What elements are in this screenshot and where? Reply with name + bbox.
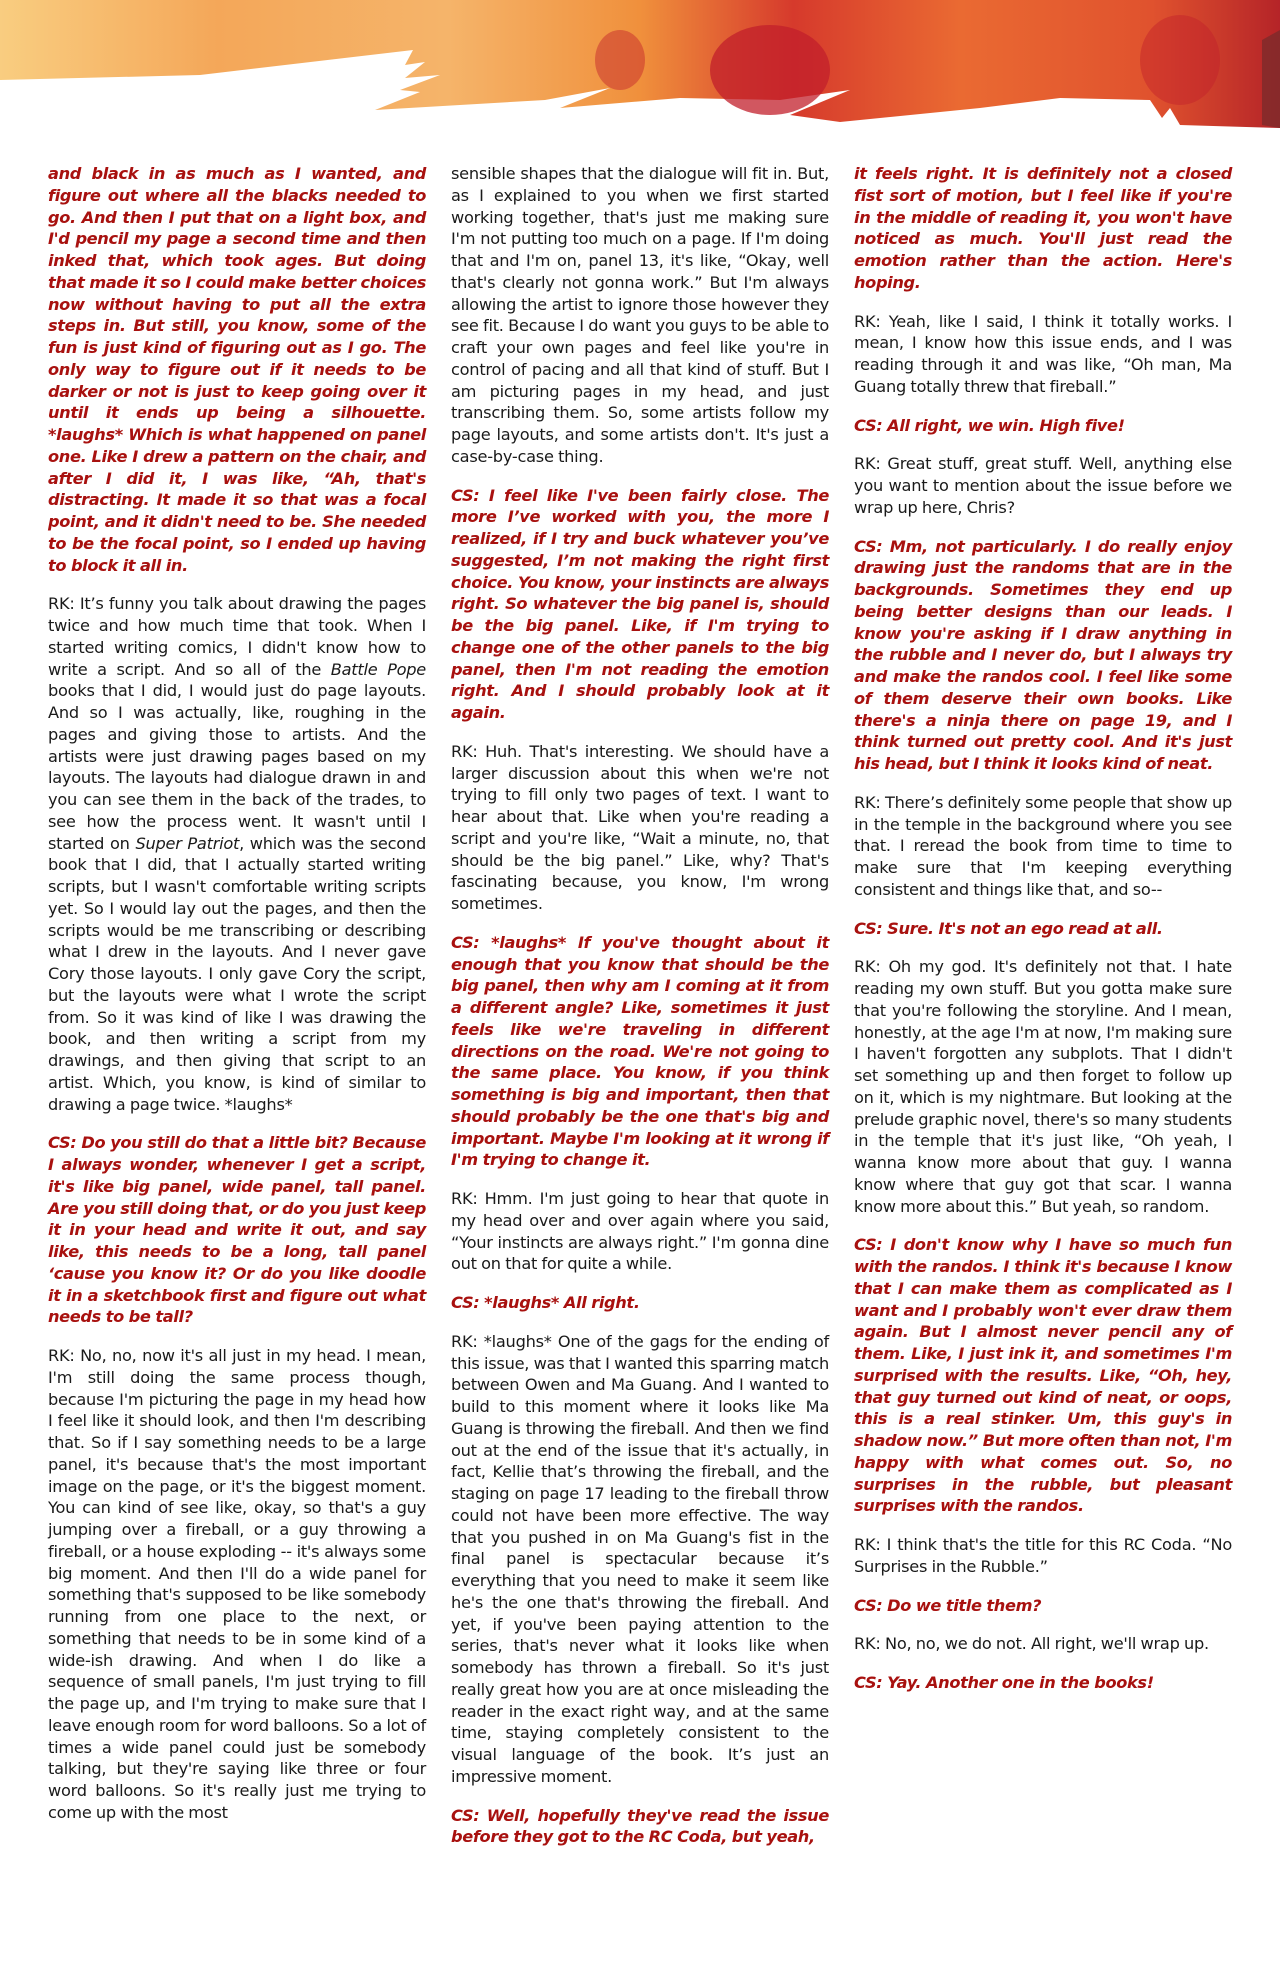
interview-answer-cs xyxy=(854,415,1232,437)
paragraph-text: CS: *laughs* If you've thought about it enough that you know that should be the big panel, then why am I coming at it from a different angle? Like, sometimes it just feels like we're traveling in different directions on the road. We're not going to the same place. You know, if you think something is big and important, then that should probably be the one that's big and important. Maybe I'm looking at it wrong if I'm trying to change it. xyxy=(451,932,829,1170)
paragraph-text: RK: Great stuff, great stuff. Well, anything else you want to mention about the issue before we wrap up here, Chris? xyxy=(854,454,1232,517)
interview-answer-cs xyxy=(451,485,829,724)
paragraph-text: CS: Well, hopefully they've read the issue before they got to the RC Coda, but yeah, xyxy=(451,1805,829,1847)
interview-question-rk xyxy=(451,1188,829,1275)
interview-question-rk xyxy=(854,311,1232,398)
paragraph-text: RK: It’s funny you talk about drawing the pages twice and how much time that took. When I started writing comics, I didn't know how to write a script. And so all of the xyxy=(48,594,426,679)
interview-answer-cs xyxy=(854,1595,1232,1617)
paragraph-text: CS: Yay. Another one in the books! xyxy=(854,1673,1154,1692)
paragraph-text: RK: Huh. That's interesting. We should have a larger discussion about this when we're not trying to fill only two pages of text. I want to hear about that. Like when you're reading a script and you're like, “Wait a minute, no, that should be the big panel.” Like, why? That's fascinating because, you know, I'm wrong sometimes. xyxy=(451,741,829,913)
paragraph-text: it feels right. It is definitely not a closed fist sort of motion, but I feel like if you're in the middle of reading it, you won't have noticed as much. You'll just read the emotion rather than the action. Here's hoping. xyxy=(854,164,1232,292)
interview-question-rk xyxy=(48,1345,426,1824)
interview-answer-cs xyxy=(48,1132,426,1328)
interview-question-rk xyxy=(451,1331,829,1788)
paragraph-text: RK: I think that's the title for this RC Coda. “No Surprises in the Rubble.” xyxy=(854,1535,1232,1576)
paragraph-text: and black in as much as I wanted, and figure out where all the blacks needed to go. And then I put that on a light box, and I'd pencil my page a second time and then inked that, which took ages. But doing that made it so I could make better choices now without having to put all the extra steps in. But still, you know, some of the fun is just kind of figuring out as I go. The only way to figure out if it needs to be darker or not is just to keep going over it until it ends up being a silhouette. *laughs* Which is what happened on panel one. Like I drew a pattern on the chair, and after I did it, I was like, “Ah, that's distracting. It made it so that was a focal point, and it didn't need to be. She needed to be the focal point, so I ended up having to block it all in. xyxy=(48,164,426,575)
paragraph-text: CS: I feel like I've been fairly close. The more I’ve worked with you, the more I realized, if I try and buck whatever you’ve suggested, I’m not making the right first choice. You know, your instincts are always right. So whatever the big panel is, should be the big panel. Like, if I'm trying to change one of the other panels to the big panel, then I'm not reading the emotion right. And I should probably look at it again. xyxy=(451,485,829,722)
book-title: Super Patriot xyxy=(135,833,240,853)
interview-question-rk xyxy=(854,1633,1232,1655)
paragraph-text: CS: All right, we win. High five! xyxy=(854,415,1125,435)
article-column-1 xyxy=(48,163,426,1841)
paragraph-text: CS: Mm, not particularly. I do really enjoy drawing just the randoms that are in the backgrounds. Sometimes they end up being better designs than our leads. I know you're asking if I draw anything in the rubble and I never do, but I always try and make the randos cool. I feel like some of them deserve their own books. Like there's a ninja there on page 19, and I think turned out pretty cool. And it's just his head, but I think it looks kind of neat. xyxy=(854,536,1232,773)
interview-question-rk xyxy=(854,453,1232,518)
paragraph-text: , which was the second book that I did, that I actually started writing scripts, but I wasn't comfortable writing scripts yet. So I would lay out the pages, and then the scripts would be me transcribing or describing what I drew in the layouts. And I never gave Cory those layouts. I only gave Cory the script, but the layouts were what I wrote the script from. So it was kind of like I was drawing the book, and then writing a script from my drawings, and then giving that script to an artist. Which, you know, is kind of similar to drawing a page twice. *laughs* xyxy=(48,833,426,1114)
interview-answer-cs xyxy=(854,536,1232,775)
paragraph-text: sensible shapes that the dialogue will fit in. But, as I explained to you when we first started working together, that's just me making sure I'm not putting too much on a page. If I'm doing that and I'm on, panel 13, it's like, “Okay, well that's clearly not gonna work.” But I'm always allowing the artist to ignore those however they see fit. Because I do want you guys to be able to craft your own pages and feel like you're in control of pacing and all that kind of stuff. But I am picturing pages in my head, and just transcribing them. So, some artists follow my page layouts, and some artists don't. It's just a case-by-case thing. xyxy=(451,164,829,466)
paragraph-text: books that I did, I would just do page layouts. And so I was actually, like, roughing in the pages and giving those to artists. And the artists were just drawing pages based on my layouts. The layouts had dialogue drawn in and you can see them in the back of the trades, to see how the process went. It wasn't until I started on xyxy=(48,681,426,853)
interview-answer-cs xyxy=(48,163,426,576)
interview-answer-cs xyxy=(854,918,1232,940)
paragraph-text: CS: *laughs* All right. xyxy=(451,1293,640,1312)
interview-answer-cs xyxy=(451,932,829,1171)
painted-header-banner xyxy=(0,0,1280,160)
paragraph-text: RK: No, no, we do not. All right, we'll wrap up. xyxy=(854,1634,1209,1654)
paragraph-text: CS: I don't know why I have so much fun with the randos. I think it's because I know that I can make them as complicated as I want and I probably won't ever draw them again. But I almost never pencil any of them. Like, I just ink it, and sometimes I'm surprised with the results. Like, “Oh, hey, that guy turned out kind of neat, or oops, this is a real stinker. Um, this guy's in shadow now.” But more often than not, I'm happy with what comes out. So, no surprises in the rubble, but pleasant surprises with the randos. xyxy=(854,1235,1232,1516)
interview-question-rk xyxy=(854,1534,1232,1578)
interview-question-rk xyxy=(451,741,829,915)
interview-question-rk xyxy=(451,163,829,468)
interview-question-rk xyxy=(854,792,1232,901)
paragraph-text: RK: Yeah, like I said, I think it totally works. I mean, I know how this issue ends, and I was reading through it and was like, “Oh man, Ma Guang totally threw that fireball.” xyxy=(854,311,1232,396)
paragraph-text: CS: Sure. It's not an ego read at all. xyxy=(854,918,1163,938)
paragraph-text: CS: Do we title them? xyxy=(854,1595,1042,1615)
paragraph-text: CS: Do you still do that a little bit? Because I always wonder, whenever I get a script, it's like big panel, wide panel, tall panel. Are you still doing that, or do you just keep it in your head and write it out, and say like, this needs to be a long, tall panel ‘cause you know it? Or do you like doodle it in a sketchbook first and figure out what needs to be tall? xyxy=(48,1133,426,1327)
article-column-3 xyxy=(854,163,1232,1711)
paragraph-text: RK: There’s definitely some people that show up in the temple in the background where you see that. I reread the book from time to time to make sure that I'm keeping everything consistent and things like that, and so-- xyxy=(854,792,1232,899)
interview-question-rk xyxy=(48,593,426,1115)
interview-answer-cs xyxy=(854,163,1232,294)
interview-answer-cs xyxy=(854,1672,1232,1694)
paragraph-text: RK: Oh my god. It's definitely not that. I hate reading my own stuff. But you gotta make sure that you're following the storyline. And I mean, honestly, at the age I'm at now, I'm making sure I haven't forgotten any subplots. That I didn't set something up and then forget to follow up on it, which is my nightmare. But looking at the prelude graphic novel, there's so many students in the temple that it's just like, “Oh yeah, I wanna know more about that guy. I wanna know where that guy got that scar. I wanna know more about this.” But yeah, so random. xyxy=(854,957,1232,1216)
paragraph-text: RK: *laughs* One of the gags for the ending of this issue, was that I wanted this sparring match between Owen and Ma Guang. And I wanted to build to this moment where it looks like Ma Guang is throwing the fireball. And then we find out at the end of the issue that it's actually, in fact, Kellie that’s throwing the fireball, and the staging on page 17 leading to the fireball throw could not have been more effective. The way that you pushed in on Ma Guang's fist in the final panel is spectacular because it’s everything that you need to make it seem like he's the one that's throwing the fireball. And yet, if you've been paying attention to the series, that's never what it looks like when somebody has thrown a fireball. So it's just really great how you are at once misleading the reader in the exact right way, and at the same time, staying completely consistent to the visual language of the book. It’s just an impressive moment. xyxy=(451,1331,829,1786)
paragraph-text: RK: Hmm. I'm just going to hear that quote in my head over and over again where you said, “Your instincts are always right.” I'm gonna dine out on that for quite a while. xyxy=(451,1189,829,1274)
interview-answer-cs xyxy=(854,1234,1232,1517)
article-column-2 xyxy=(451,163,829,1865)
book-title: Battle Pope xyxy=(330,659,426,679)
paragraph-text: RK: No, no, now it's all just in my head. I mean, I'm still doing the same process though, because I'm picturing the page in my head how I feel like it should look, and then I'm describing that. So if I say something needs to be a large panel, it's because that's the most important image on the page, or it's the biggest moment. You can kind of see like, okay, so that's a guy jumping over a fireball, or a guy throwing a fireball, or a house exploding -- it's always some big moment. And then I'll do a wide panel for something that's supposed to be like somebody running from one place to the next, or something that needs to be in some kind of a wide-ish drawing. And when I do like a sequence of small panels, I'm just trying to fill the page up, and I'm trying to make sure that I leave enough room for word balloons. So a lot of times a wide panel could just be somebody talking, but they're saying like three or four word balloons. So it's really just me trying to come up with the most xyxy=(48,1346,426,1822)
interview-answer-cs xyxy=(451,1292,829,1314)
interview-question-rk xyxy=(854,956,1232,1217)
interview-answer-cs xyxy=(451,1805,829,1849)
